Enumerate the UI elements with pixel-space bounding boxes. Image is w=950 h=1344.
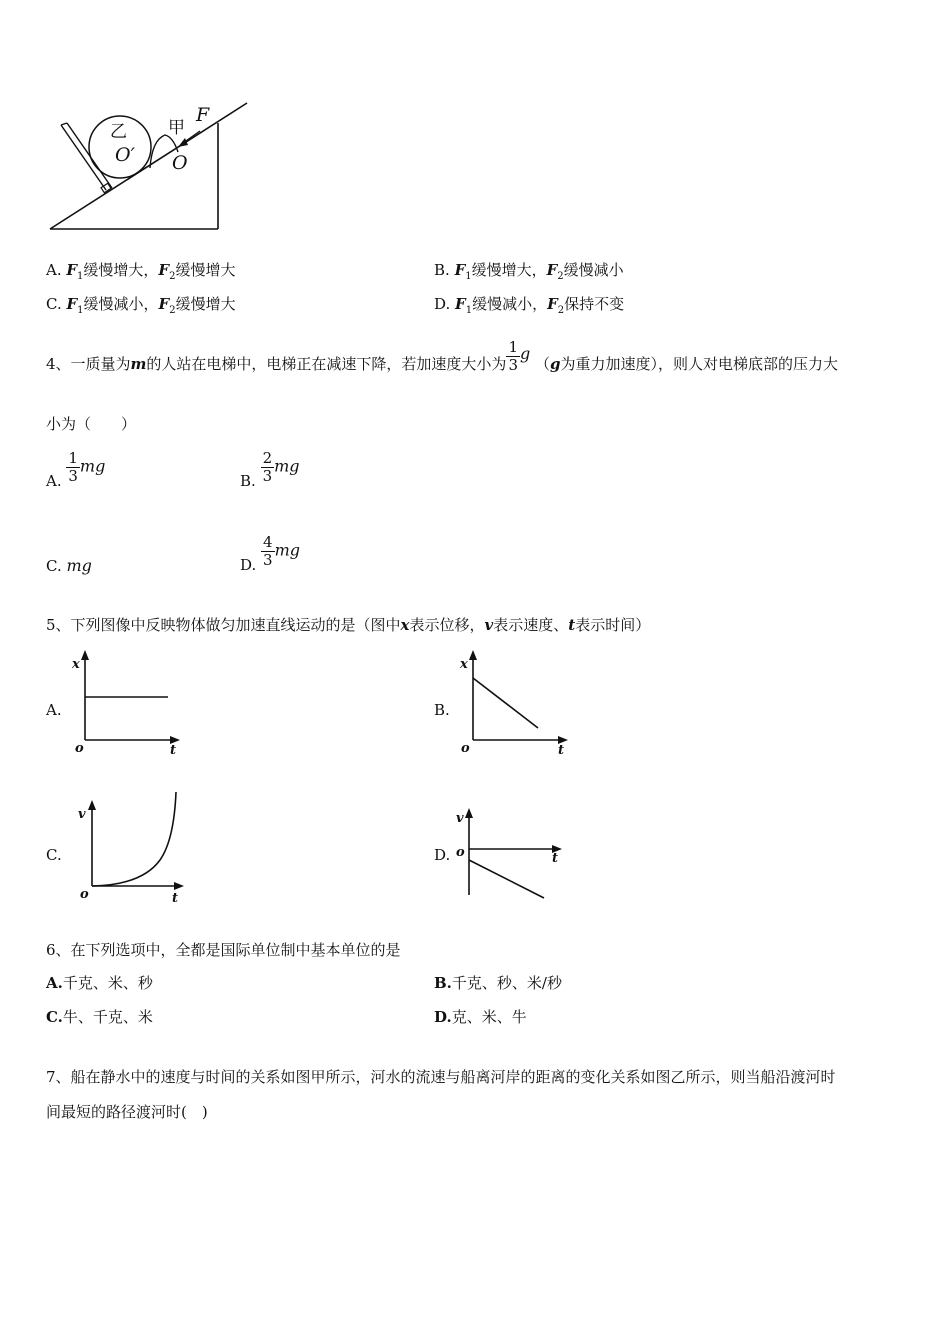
q6-option-a[interactable]: A.千克、米、秒 (46, 974, 153, 992)
label-O: O (172, 152, 188, 174)
q6-option-c[interactable]: C.牛、千克、米 (46, 1008, 153, 1026)
q3-option-a[interactable]: A. $F_1$缓慢增大，$F_2$缓慢增大 (46, 261, 236, 282)
q6-option-d[interactable]: D.克、米、牛 (434, 1008, 527, 1026)
svg-text:t: t (552, 851, 559, 866)
q5-option-d-label[interactable]: D. (434, 846, 451, 864)
svg-text:o: o (461, 741, 470, 756)
q4-option-b[interactable]: B. $\frac{2}{3}$ mg (240, 449, 300, 490)
svg-text:x: x (460, 657, 468, 672)
svg-text:t: t (170, 743, 177, 758)
label-F: F (196, 104, 210, 126)
q7-stem-line2: 间最短的路径渡河时( ) (46, 1103, 208, 1121)
incline-figure (40, 95, 260, 240)
svg-text:x: x (72, 657, 80, 672)
q3-option-c[interactable]: C. $F_1$缓慢减小，$F_2$缓慢增大 (46, 295, 236, 316)
q6-option-b[interactable]: B.千克、秒、米/秒 (434, 974, 562, 992)
q5-graph-c (72, 790, 192, 910)
svg-text:v: v (456, 811, 464, 826)
q4-fraction: $\frac{1}{3}$ (508, 337, 518, 374)
q4-option-c[interactable]: C. mg (46, 556, 92, 575)
svg-text:o: o (456, 845, 465, 860)
q5-graph-d (450, 800, 575, 905)
q7-stem-line1: 7、船在静水中的速度与时间的关系如图甲所示，河水的流速与船离河岸的距离的变化关系如图乙所示，则当船沿渡河时 (46, 1068, 836, 1086)
q5-graph-b (456, 648, 576, 758)
q5-option-b-label[interactable]: B. (434, 701, 450, 719)
svg-text:o: o (80, 887, 89, 902)
label-jia: 甲 (168, 118, 185, 138)
label-yi: 乙 (110, 122, 127, 142)
q4-option-d[interactable]: D. $\frac{4}{3}$ mg (240, 533, 300, 574)
q4-stem-line2: 小为（ ） (46, 415, 137, 433)
svg-text:o: o (75, 741, 84, 756)
svg-text:t: t (172, 891, 179, 906)
q3-option-d[interactable]: D. $F_1$缓慢减小，$F_2$保持不变 (434, 295, 625, 316)
label-Oprime: O′ (115, 144, 135, 166)
q4-stem-line1: 4、一质量为m的人站在电梯中，电梯正在减速下降，若加速度大小为 $\frac{1}{3}$ g （g为重力加速度），则人对电梯底部的压力大 (46, 337, 839, 374)
q3-option-b[interactable]: B. $F_1$缓慢增大，$F_2$缓慢减小 (434, 261, 624, 282)
svg-text:t: t (558, 743, 565, 758)
q4-option-a[interactable]: A. $\frac{1}{3}$ mg (46, 449, 106, 490)
q5-stem: 5、下列图像中反映物体做匀加速直线运动的是（图中x表示位移，v表示速度、t表示时间） (46, 616, 651, 634)
q5-graph-a (68, 648, 188, 758)
svg-text:v: v (78, 807, 86, 822)
q5-option-c-label[interactable]: C. (46, 846, 62, 864)
q6-stem: 6、在下列选项中，全都是国际单位制中基本单位的是 (46, 941, 401, 959)
q5-option-a-label[interactable]: A. (46, 701, 62, 719)
